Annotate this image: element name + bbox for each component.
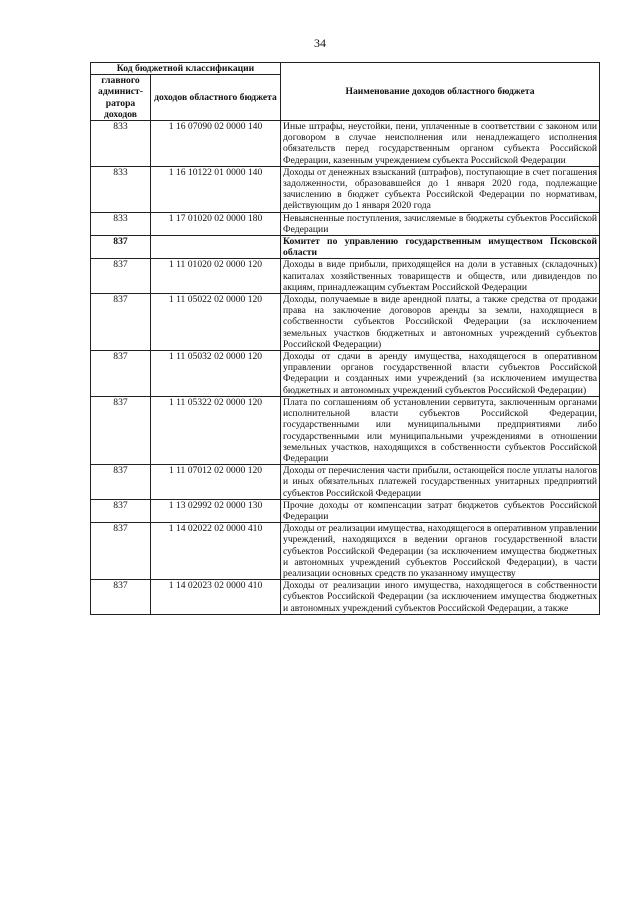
table-row (91, 523, 600, 580)
income-code-cell: 1 11 05322 02 0000 120 (151, 396, 281, 464)
admin-code-cell: 837 (91, 294, 151, 351)
header-income: доходов областного бюджета (151, 75, 281, 121)
income-code-cell (151, 236, 281, 259)
admin-code-cell: 837 (91, 499, 151, 522)
income-name-cell: Доходы от денежных взысканий (штрафов), поступающие в счет погашения задолженности, образовавшейся до 1 января 2020 года, подлежащие зачислению в бюджет субъекта Российской Федерации по нормативам, действующим до 1 января 2020 года (281, 166, 600, 212)
income-name-cell: Прочие доходы от компенсации затрат бюджетов субъектов Российской Федерации (281, 499, 600, 522)
income-code-cell: 1 11 05022 02 0000 120 (151, 294, 281, 351)
admin-code-cell: 833 (91, 121, 151, 167)
table-row (91, 396, 600, 464)
income-name-cell: Плата по соглашениям об установлении сервитута, заключенным органами исполнительной власти субъектов Российской Федерации, государственными или муниципальными предприятиями либо государственными или муниципальными учреждениями в отношении земельных участков, находящихся в собственности субъектов Российской Федерации (281, 396, 600, 464)
income-code-cell: 1 11 07012 02 0000 120 (151, 465, 281, 500)
table-body (91, 121, 600, 615)
income-code-cell: 1 13 02992 02 0000 130 (151, 499, 281, 522)
table-row (91, 259, 600, 294)
income-code-cell: 1 14 02023 02 0000 410 (151, 580, 281, 615)
admin-code-cell: 837 (91, 259, 151, 294)
table-row (91, 580, 600, 615)
income-name-cell: Доходы от реализации имущества, находящегося в оперативном управлении учреждений, находящихся в ведении органов государственной власти субъектов Российской Федерации (за исключением имущества бюджетных и автономных учреждений субъектов Российской Федерации), в части реализации основных средств по указанному имуществу (281, 523, 600, 580)
income-name-cell: Доходы от перечисления части прибыли, остающейся после уплаты налогов и иных обязательных платежей государственных унитарных предприятий субъектов Российской Федерации (281, 465, 600, 500)
table-row (91, 166, 600, 212)
section-title-cell: Комитет по управлению государственным имуществом Псковской области (281, 236, 600, 259)
page-number: 34 (314, 36, 326, 50)
admin-code-cell: 837 (91, 236, 151, 259)
income-code-cell: 1 16 07090 02 0000 140 (151, 121, 281, 167)
admin-code-cell: 837 (91, 580, 151, 615)
section-row (91, 236, 600, 259)
table-row (91, 212, 600, 235)
table-row (91, 499, 600, 522)
income-code-cell: 1 17 01020 02 0000 180 (151, 212, 281, 235)
table-row (91, 351, 600, 397)
header-classification-code: Код бюджетной классификации (91, 63, 281, 75)
table-row (91, 465, 600, 500)
income-name-cell: Невыясненные поступления, зачисляемые в бюджеты субъектов Российской Федерации (281, 212, 600, 235)
admin-code-cell: 833 (91, 212, 151, 235)
admin-code-cell: 837 (91, 351, 151, 397)
table-row (91, 294, 600, 351)
header-name: Наименование доходов областного бюджета (281, 63, 600, 121)
income-name-cell: Доходы в виде прибыли, приходящейся на доли в уставных (складочных) капиталах хозяйственных товариществ и обществ, или дивидендов по акциям, принадлежащим субъектам Российской Федерации (281, 259, 600, 294)
income-code-cell: 1 11 05032 02 0000 120 (151, 351, 281, 397)
income-name-cell: Доходы, получаемые в виде арендной платы, а также средства от продажи права на заключение договоров аренды за земли, находящиеся в собственности субъектов Российской Федерации (за исключением земельных участков бюджетных и автономных учреждений субъектов Российской Федерации) (281, 294, 600, 351)
income-name-cell: Доходы от сдачи в аренду имущества, находящегося в оперативном управлении органов государственной власти субъектов Российской Федерации и созданных ими учреждений (за исключением имущества бюджетных и автономных учреждений субъектов Российской Федерации) (281, 351, 600, 397)
income-name-cell: Доходы от реализации иного имущества, находящегося в собственности субъектов Российской Федерации (за исключением имущества бюджетных и автономных учреждений субъектов Российской Федерации, а также (281, 580, 600, 615)
admin-code-cell: 837 (91, 523, 151, 580)
income-code-cell: 1 14 02022 02 0000 410 (151, 523, 281, 580)
admin-code-cell: 833 (91, 166, 151, 212)
admin-code-cell: 837 (91, 396, 151, 464)
header-admin: главного админист-ратора доходов (91, 75, 151, 121)
income-name-cell: Иные штрафы, неустойки, пени, уплаченные в соответствии с законом или договором в случае неисполнения или ненадлежащего исполнения обязательств перед государственным органом субъекта Российской Федерации, казенным учреждением субъекта Российской Федерации (281, 121, 600, 167)
table-row (91, 121, 600, 167)
budget-classification-table (90, 62, 600, 615)
admin-code-cell: 837 (91, 465, 151, 500)
income-code-cell: 1 16 10122 01 0000 140 (151, 166, 281, 212)
income-code-cell: 1 11 01020 02 0000 120 (151, 259, 281, 294)
